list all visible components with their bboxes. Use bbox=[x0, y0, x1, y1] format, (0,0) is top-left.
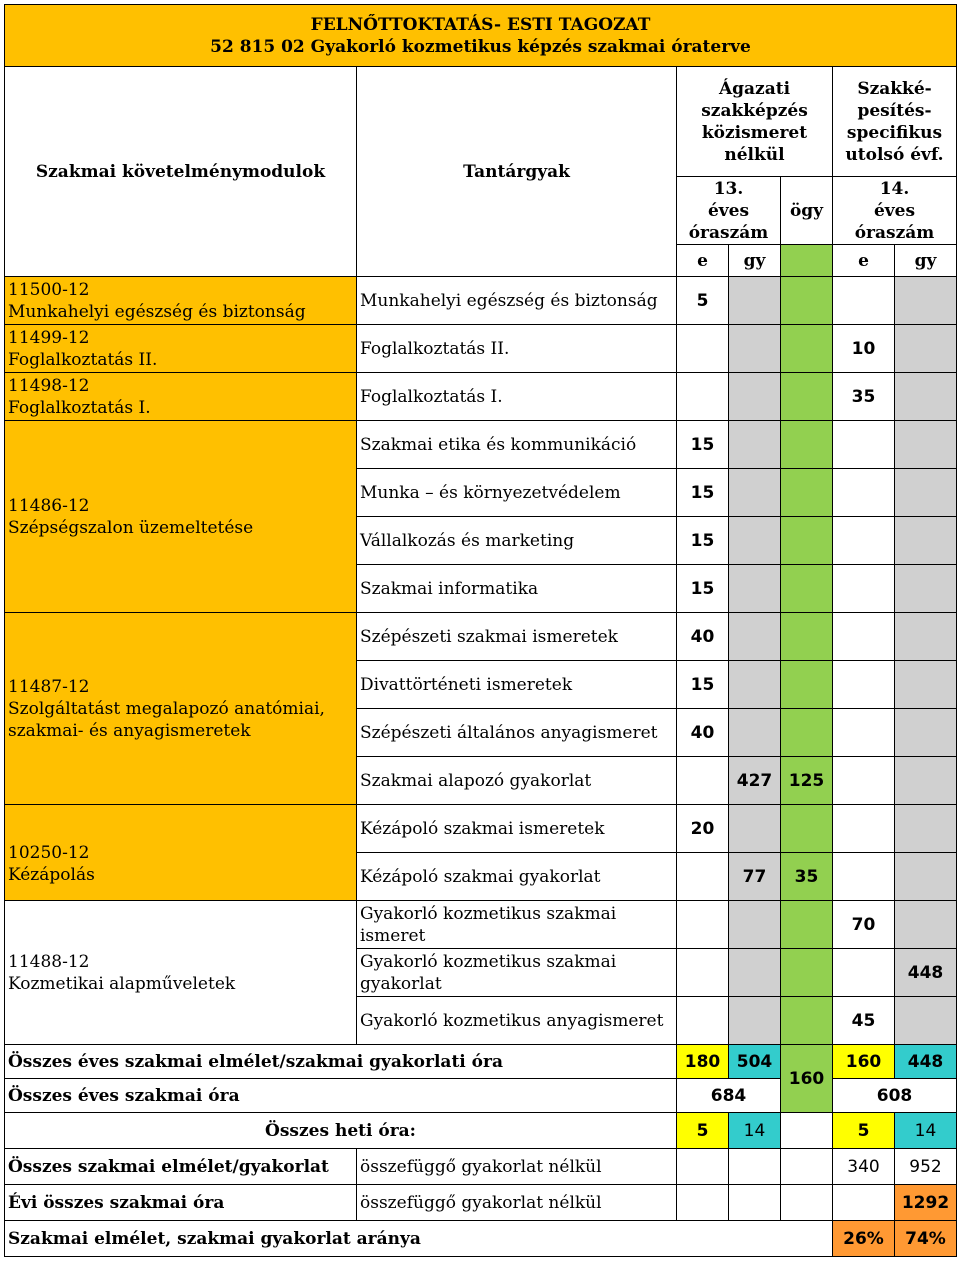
ogy-value bbox=[781, 997, 833, 1045]
empty-cell bbox=[781, 1185, 833, 1221]
module-name: Foglalkoztatás I. bbox=[8, 397, 151, 418]
ogy-value: 35 bbox=[781, 853, 833, 901]
curriculum-table bbox=[4, 4, 957, 1257]
e14-header: e bbox=[833, 245, 895, 277]
yearly-total-label: Évi összes szakmai óra bbox=[5, 1185, 357, 1221]
gy14-value bbox=[895, 469, 957, 517]
annual-gy14: 448 bbox=[895, 1045, 957, 1079]
gy14-value bbox=[895, 853, 957, 901]
gy13-value bbox=[729, 469, 781, 517]
module-name: Szolgáltatást megalapozó anatómiai, szakmai- és anyagismeretek bbox=[8, 698, 325, 741]
title-line1: FELNŐTTOKTATÁS- ESTI TAGOZAT bbox=[310, 14, 651, 35]
gy13-value bbox=[729, 805, 781, 853]
subject-name: Munka – és környezetvédelem bbox=[357, 469, 677, 517]
ogy-value bbox=[781, 613, 833, 661]
e13-value: 15 bbox=[677, 565, 729, 613]
gy13-value bbox=[729, 565, 781, 613]
subject-name: Gyakorló kozmetikus szakmai ismeret bbox=[357, 901, 677, 949]
e13-value bbox=[677, 997, 729, 1045]
subject-name: Divattörténeti ismeretek bbox=[357, 661, 677, 709]
annual-ogy: 160 bbox=[781, 1045, 833, 1113]
module-name: Kozmetikai alapműveletek bbox=[8, 973, 236, 994]
page-title bbox=[5, 5, 957, 67]
subject-name: Szépészeti szakmai ismeretek bbox=[357, 613, 677, 661]
spec-header: Szakké-pesítés-specifikus utolsó évf. bbox=[833, 67, 957, 177]
module-name: Munkahelyi egészség és biztonság bbox=[8, 301, 306, 322]
e14-value bbox=[833, 277, 895, 325]
gy14-header: gy bbox=[895, 245, 957, 277]
subject-name: Kézápoló szakmai ismeretek bbox=[357, 805, 677, 853]
e14-value bbox=[833, 805, 895, 853]
ogy-value bbox=[781, 469, 833, 517]
ogy-value: 125 bbox=[781, 757, 833, 805]
empty-cell bbox=[729, 1185, 781, 1221]
subject-name: Foglalkoztatás II. bbox=[357, 325, 677, 373]
year13-header bbox=[677, 177, 781, 245]
annual-gy13: 504 bbox=[729, 1045, 781, 1079]
ogy-value bbox=[781, 709, 833, 757]
ogy-value bbox=[781, 421, 833, 469]
module-row bbox=[5, 277, 357, 325]
year13-oraszam: éves óraszám bbox=[688, 200, 769, 243]
e14-value: 35 bbox=[833, 373, 895, 421]
module-code: 11499-12 bbox=[8, 327, 90, 348]
weekly-ogy bbox=[781, 1113, 833, 1149]
ratio-label: Szakmai elmélet, szakmai gyakorlat aránya bbox=[5, 1221, 833, 1257]
gy14-value bbox=[895, 277, 957, 325]
ogy-value bbox=[781, 901, 833, 949]
ratio-e: 26% bbox=[833, 1221, 895, 1257]
e13-value bbox=[677, 325, 729, 373]
e13-value: 40 bbox=[677, 709, 729, 757]
e13-value bbox=[677, 373, 729, 421]
e13-value bbox=[677, 901, 729, 949]
sector-header: Ágazati szakképzés közismeret nélkül bbox=[677, 67, 833, 177]
module-code: 11488-12 bbox=[8, 951, 90, 972]
module-code: 10250-12 bbox=[8, 842, 90, 863]
gy14-value bbox=[895, 661, 957, 709]
ogy-header: ögy bbox=[781, 177, 833, 245]
subject-name: Szakmai informatika bbox=[357, 565, 677, 613]
subject-name: Szakmai alapozó gyakorlat bbox=[357, 757, 677, 805]
subjects-header: Tantárgyak bbox=[357, 67, 677, 277]
annual-e13: 180 bbox=[677, 1045, 729, 1079]
gy14-value bbox=[895, 709, 957, 757]
gy14-value bbox=[895, 757, 957, 805]
weekly-gy13: 14 bbox=[729, 1113, 781, 1149]
gy14-value bbox=[895, 373, 957, 421]
subject-name: Gyakorló kozmetikus anyagismeret bbox=[357, 997, 677, 1045]
e14-value bbox=[833, 757, 895, 805]
module-row bbox=[5, 373, 357, 421]
ratio-gy: 74% bbox=[895, 1221, 957, 1257]
module-row bbox=[5, 325, 357, 373]
e13-value: 15 bbox=[677, 421, 729, 469]
gy14-value: 448 bbox=[895, 949, 957, 997]
gy14-value bbox=[895, 805, 957, 853]
yearly-total: 1292 bbox=[895, 1185, 957, 1221]
empty-cell bbox=[781, 1149, 833, 1185]
year14-label: 14. bbox=[879, 178, 910, 199]
empty-cell bbox=[677, 1185, 729, 1221]
total-theory-practice-label: Összes szakmai elmélet/gyakorlat bbox=[5, 1149, 357, 1185]
gy13-value bbox=[729, 421, 781, 469]
ogy-value bbox=[781, 277, 833, 325]
gy13-value bbox=[729, 901, 781, 949]
title-line2: 52 815 02 Gyakorló kozmetikus képzés szakmai óraterve bbox=[210, 36, 751, 57]
gy14-value bbox=[895, 565, 957, 613]
e13-value: 5 bbox=[677, 277, 729, 325]
subject-name: Vállalkozás és marketing bbox=[357, 517, 677, 565]
subject-name: Szépészeti általános anyagismeret bbox=[357, 709, 677, 757]
module-code: 11498-12 bbox=[8, 375, 90, 396]
total-without-practice: összefüggő gyakorlat nélkül bbox=[357, 1149, 677, 1185]
gy13-value: 77 bbox=[729, 853, 781, 901]
gy14-value bbox=[895, 613, 957, 661]
ogy-value bbox=[781, 565, 833, 613]
annual-total14: 608 bbox=[833, 1079, 957, 1113]
curriculum-sheet bbox=[4, 4, 956, 1268]
e13-value bbox=[677, 853, 729, 901]
subject-name: Foglalkoztatás I. bbox=[357, 373, 677, 421]
gy13-value bbox=[729, 997, 781, 1045]
gy13-header: gy bbox=[729, 245, 781, 277]
e14-value bbox=[833, 853, 895, 901]
e13-value: 40 bbox=[677, 613, 729, 661]
ogy-value bbox=[781, 373, 833, 421]
module-name: Kézápolás bbox=[8, 864, 95, 885]
ogy-value bbox=[781, 517, 833, 565]
e14-value: 45 bbox=[833, 997, 895, 1045]
annual-e14: 160 bbox=[833, 1045, 895, 1079]
e13-value: 20 bbox=[677, 805, 729, 853]
e14-value bbox=[833, 421, 895, 469]
ogy-value bbox=[781, 661, 833, 709]
e14-value bbox=[833, 517, 895, 565]
year14-oraszam: éves óraszám bbox=[854, 200, 935, 243]
year13-label: 13. bbox=[713, 178, 744, 199]
yearly-without-practice: összefüggő gyakorlat nélkül bbox=[357, 1185, 677, 1221]
subject-name: Gyakorló kozmetikus szakmai gyakorlat bbox=[357, 949, 677, 997]
subject-name: Munkahelyi egészség és biztonság bbox=[357, 277, 677, 325]
empty-cell bbox=[729, 1149, 781, 1185]
e13-value: 15 bbox=[677, 517, 729, 565]
annual-total-label: Összes éves szakmai óra bbox=[5, 1079, 677, 1113]
gy13-value bbox=[729, 661, 781, 709]
gy13-value bbox=[729, 709, 781, 757]
e14-value bbox=[833, 469, 895, 517]
module-row bbox=[5, 901, 357, 1045]
weekly-e13: 5 bbox=[677, 1113, 729, 1149]
empty-cell bbox=[677, 1149, 729, 1185]
e13-value bbox=[677, 757, 729, 805]
e13-value: 15 bbox=[677, 661, 729, 709]
e14-value bbox=[833, 949, 895, 997]
ogy-value bbox=[781, 325, 833, 373]
subject-name: Kézápoló szakmai gyakorlat bbox=[357, 853, 677, 901]
module-name: Szépségszalon üzemeltetése bbox=[8, 517, 254, 538]
total-gy: 952 bbox=[895, 1149, 957, 1185]
gy13-value bbox=[729, 277, 781, 325]
module-row bbox=[5, 805, 357, 901]
gy14-value bbox=[895, 901, 957, 949]
ogy-value bbox=[781, 949, 833, 997]
gy14-value bbox=[895, 421, 957, 469]
gy14-value bbox=[895, 325, 957, 373]
ogy-column-cell bbox=[781, 245, 833, 277]
annual-total13: 684 bbox=[677, 1079, 781, 1113]
e13-value bbox=[677, 949, 729, 997]
modules-header: Szakmai követelménymodulok bbox=[5, 67, 357, 277]
e13-header: e bbox=[677, 245, 729, 277]
e14-value: 10 bbox=[833, 325, 895, 373]
module-code: 11486-12 bbox=[8, 495, 90, 516]
module-code: 11487-12 bbox=[8, 676, 90, 697]
gy13-value bbox=[729, 949, 781, 997]
gy13-value: 427 bbox=[729, 757, 781, 805]
gy13-value bbox=[729, 325, 781, 373]
e13-value: 15 bbox=[677, 469, 729, 517]
gy14-value bbox=[895, 517, 957, 565]
e14-value bbox=[833, 565, 895, 613]
e14-value bbox=[833, 709, 895, 757]
gy13-value bbox=[729, 517, 781, 565]
module-row bbox=[5, 613, 357, 805]
subject-name: Szakmai etika és kommunikáció bbox=[357, 421, 677, 469]
weekly-gy14: 14 bbox=[895, 1113, 957, 1149]
module-row bbox=[5, 421, 357, 613]
weekly-label: Összes heti óra: bbox=[5, 1113, 677, 1149]
empty-cell bbox=[833, 1185, 895, 1221]
gy13-value bbox=[729, 613, 781, 661]
ogy-value bbox=[781, 805, 833, 853]
gy14-value bbox=[895, 997, 957, 1045]
module-name: Foglalkoztatás II. bbox=[8, 349, 158, 370]
e14-value bbox=[833, 661, 895, 709]
annual-theory-practice-label: Összes éves szakmai elmélet/szakmai gyakorlati óra bbox=[5, 1045, 677, 1079]
weekly-e14: 5 bbox=[833, 1113, 895, 1149]
year14-header bbox=[833, 177, 957, 245]
module-code: 11500-12 bbox=[8, 279, 90, 300]
e14-value: 70 bbox=[833, 901, 895, 949]
e14-value bbox=[833, 613, 895, 661]
gy13-value bbox=[729, 373, 781, 421]
total-e: 340 bbox=[833, 1149, 895, 1185]
